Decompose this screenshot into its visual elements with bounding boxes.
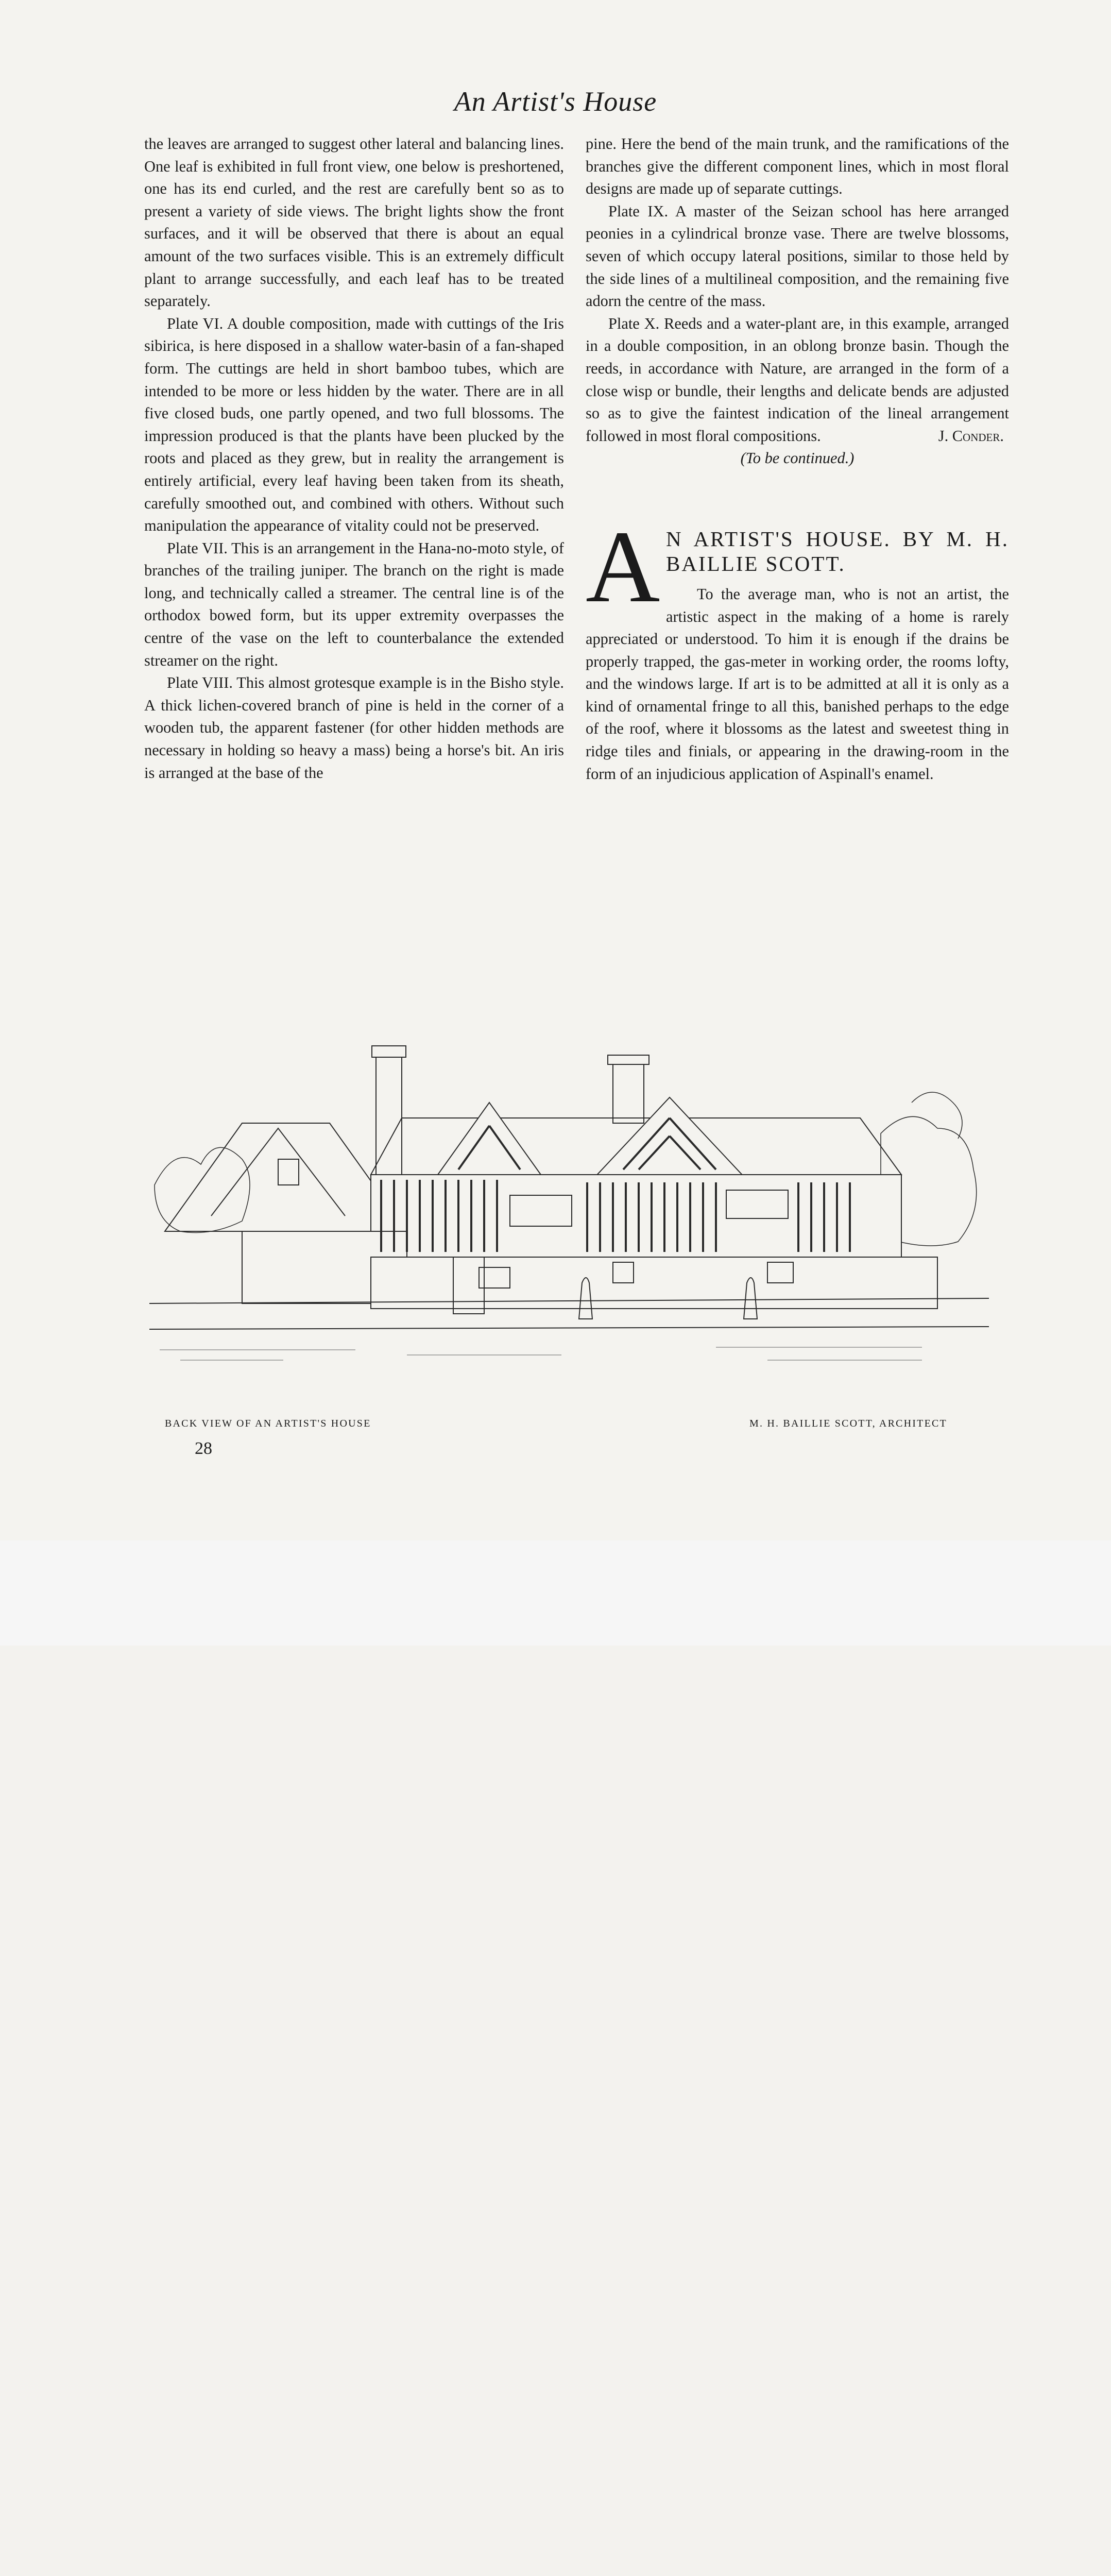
article-heading: N ARTIST'S HOUSE. BY M. H. BAILLIE SCOTT.: [666, 527, 1009, 575]
right-column: [586, 133, 1009, 785]
running-head: An Artist's House: [454, 86, 657, 117]
continued-note: (To be continued.): [740, 449, 854, 467]
page-number: 28: [195, 1439, 212, 1458]
paragraph: the leaves are arranged to suggest other lateral and balancing lines. One leaf is exhibited in full front view, one below is preshortened, one has its end curled, and the rest are carefully bent so as to present a variety of side views. The bright lights show the front surfaces, and it will be observed that there is about an equal amount of the two surfaces visible. This is an extremely difficult plant to arrange successfully, and each leaf has to be treated separately.: [144, 135, 564, 310]
house-illustration: [149, 1041, 989, 1386]
paragraph: pine. Here the bend of the main trunk, and the ramifications of the branches give the different component lines, which in most floral designs are made up of separate cuttings.: [586, 135, 1009, 198]
paragraph: Plate VI. A double composition, made with cuttings of the Iris sibirica, is here disposed in a shallow water-basin of a fan-shaped form. The cuttings are held in short bamboo tubes, which are intended to be more or less hidden by the water. There are in all five closed buds, one partly opened, and two full blossoms. The impression produced is that the plants have been plucked by the roots and placed as they grew, but in reality the arrangement is entirely artificial, every leaf having been taken from its sheath, carefully smoothed out, and combined with others. Without such manipulation the appearance of vitality could not be preserved.: [144, 314, 564, 535]
author-signature: J. Conder.: [938, 427, 1004, 445]
digitization-footer: [0, 1540, 1111, 1646]
paragraph: Plate IX. A master of the Seizan school has here arranged peonies in a cylindrical bronze vase. There are twelve blossoms, seven of which occupy lateral positions, similar to those held by the side lines of a multilineal composition, and the remaining five adorn the centre of the mass.: [586, 202, 1009, 310]
article-body: To the average man, who is not an artist, the artistic aspect in the making of a home is rarely appreciated or understood. To him it is enough if the drains be properly trapped, the gas-meter in working order, the rooms lofty, and the windows large. If art is to be admitted at all it is only as a kind of ornamental fringe to all this, banished perhaps to the edge of the roof, where it blossoms as the latest and sweetest thing in ridge tiles and finials, or appearing in the drawing-room in the form of an injudicious application of Aspinall's enamel.: [586, 585, 1009, 783]
figure-caption: BACK VIEW OF AN ARTIST'S HOUSE: [165, 1418, 371, 1429]
article-opening: [586, 510, 1009, 785]
paragraph: Plate VII. This is an arrangement in the Hana-no-moto style, of branches of the trailing juniper. The branch on the right is made long, and technically called a streamer. The central line is of the orthodox bowed form, but its upper extremity overpasses the centre of the vase on the left to counterbalance the extended streamer on the right.: [144, 539, 564, 669]
figure-credit: M. H. BAILLIE SCOTT, ARCHITECT: [749, 1418, 947, 1429]
paragraph: Plate VIII. This almost grotesque example is in the Bisho style. A thick lichen-covered branch of pine is held in the corner of a wooden tub, the apparent fastener (for other hidden methods are necessary in holding so heavy a mass) being a horse's bit. An iris is arranged at the base of the: [144, 674, 564, 782]
paragraph: Plate X. Reeds and a water-plant are, in this example, arranged in a double composition, in an oblong bronze basin. Though the reeds, in accordance with Nature, are arranged in the form of a close wisp or bundle, their lengths and delicate bends are adjusted so as to give the faintest indication of the lineal arrangement followed in most floral compositions.: [586, 314, 1009, 445]
drop-cap: A: [586, 510, 660, 624]
left-column: [144, 133, 564, 784]
